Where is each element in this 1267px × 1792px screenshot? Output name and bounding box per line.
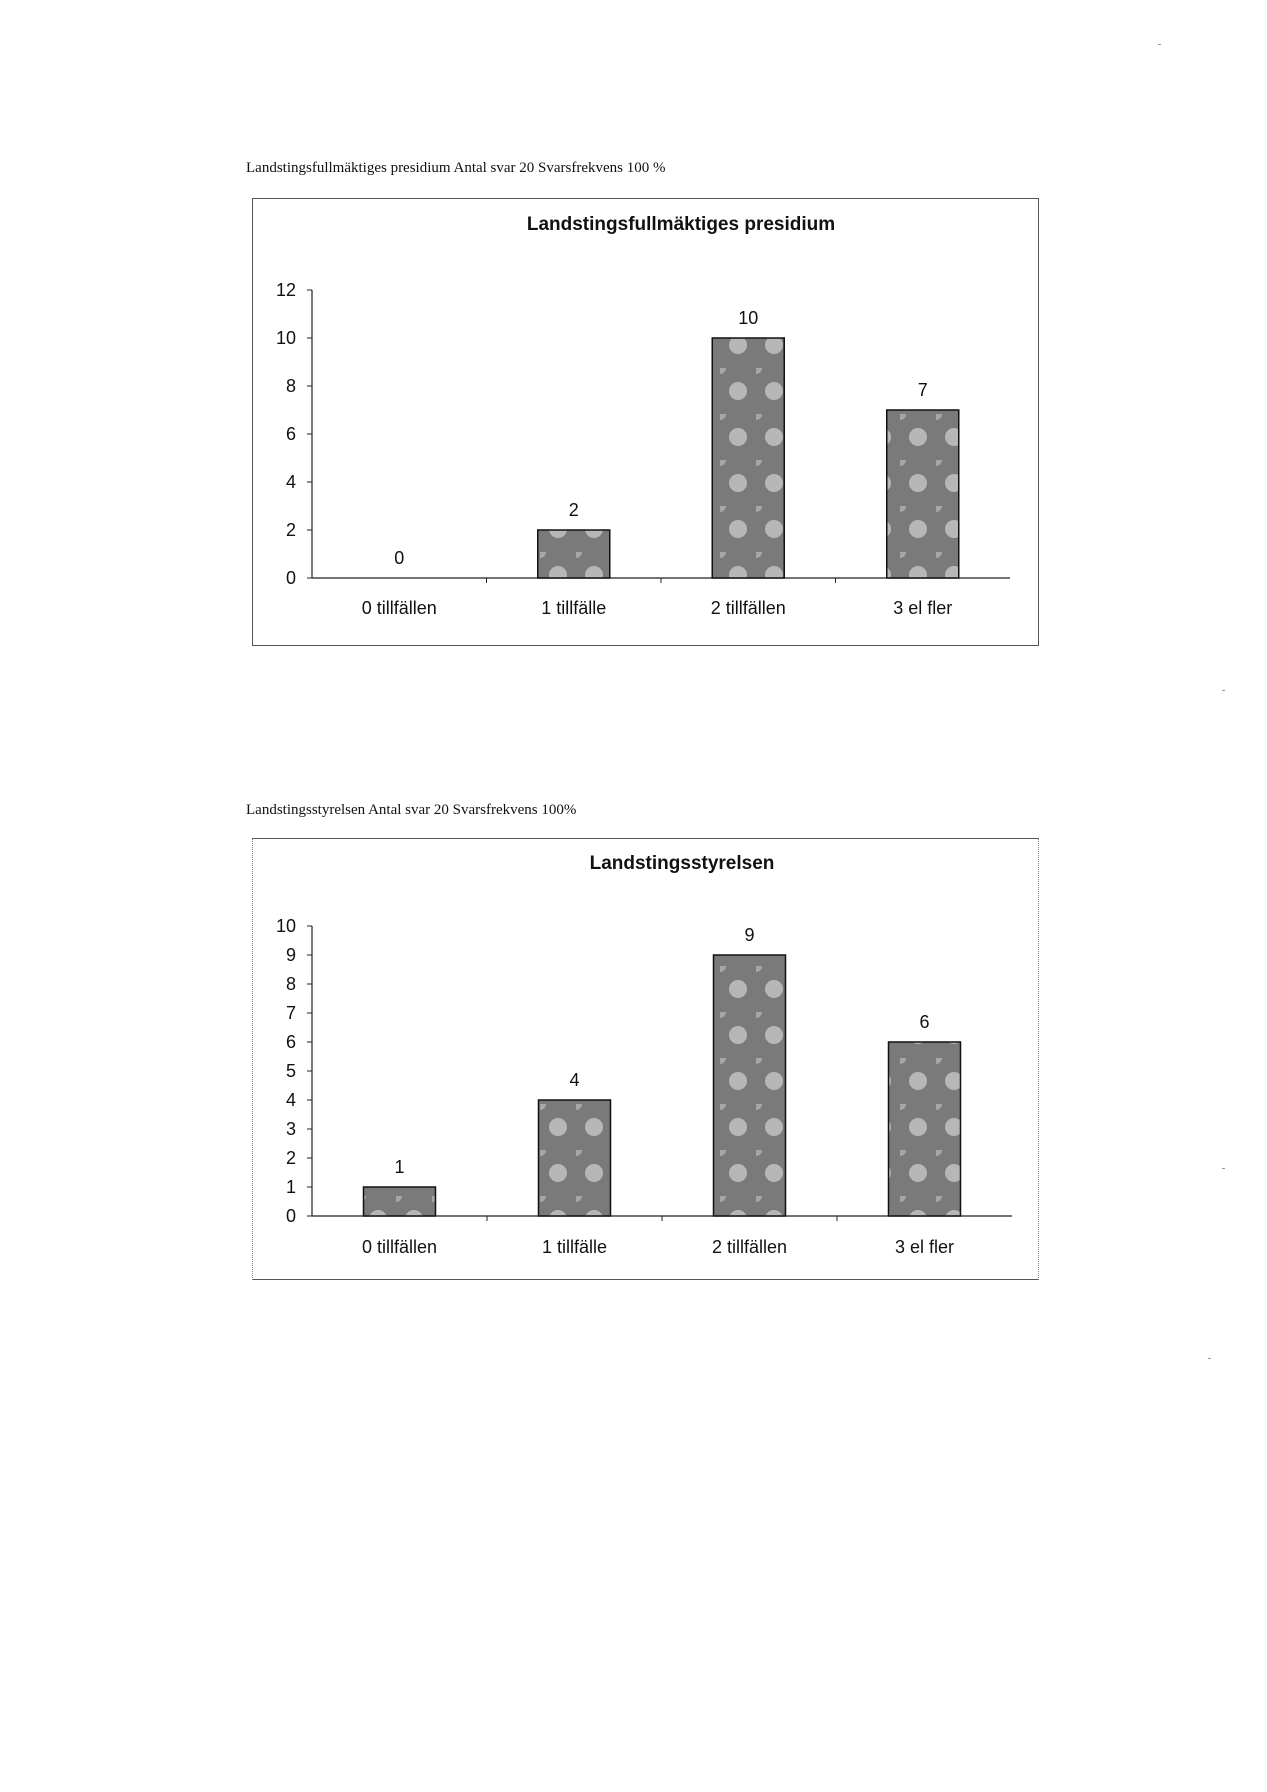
- bar-4: [889, 1042, 961, 1216]
- bar-value-label: 6: [919, 1012, 930, 1032]
- x-category-label: 2 tillfällen: [711, 1237, 788, 1257]
- y-tick-label: 8: [285, 974, 296, 994]
- x-category-label: 3 el fler: [893, 598, 953, 618]
- bar-value-label: 0: [394, 548, 405, 568]
- chart-title: Landstingsfullmäktiges presidium: [526, 214, 836, 235]
- bar-value-label: 1: [394, 1157, 405, 1177]
- bar-value-label: 2: [568, 500, 579, 520]
- scan-speck: [1222, 690, 1225, 691]
- chart-title: Landstingsstyrelsen: [589, 853, 775, 874]
- y-tick-label: 10: [275, 328, 296, 348]
- bar-value-label: 4: [569, 1070, 580, 1090]
- x-category-label: 1 tillfälle: [541, 598, 607, 618]
- bar-3: [714, 955, 786, 1216]
- y-tick-label: 0: [285, 1206, 296, 1226]
- y-tick-label: 6: [285, 1032, 296, 1052]
- bar-value-label: 7: [917, 380, 928, 400]
- y-tick-label: 12: [275, 280, 296, 300]
- bar-value-label: 9: [744, 925, 755, 945]
- x-category-label: 2 tillfällen: [710, 598, 786, 618]
- y-tick-label: 2: [285, 520, 296, 540]
- bar-2: [539, 1100, 611, 1216]
- y-tick-label: 1: [285, 1177, 296, 1197]
- scan-speck: [1222, 1168, 1225, 1169]
- x-category-label: 3 el fler: [894, 1237, 955, 1257]
- scan-speck: [1158, 44, 1161, 45]
- y-tick-label: 9: [285, 945, 296, 965]
- y-tick-label: 2: [285, 1148, 296, 1168]
- y-tick-label: 0: [285, 568, 296, 588]
- bar-value-label: 10: [738, 308, 759, 328]
- y-tick-label: 5: [285, 1061, 296, 1081]
- scan-speck: [1208, 1358, 1211, 1359]
- y-tick-label: 6: [285, 424, 296, 444]
- y-tick-label: 4: [285, 472, 296, 492]
- y-tick-label: 7: [285, 1003, 296, 1023]
- x-category-label: 0 tillfällen: [361, 598, 437, 618]
- y-tick-label: 4: [285, 1090, 296, 1110]
- x-category-label: 1 tillfälle: [541, 1237, 608, 1257]
- chart-caption-presidium: Landstingsfullmäktiges presidium Antal svar 20 Svarsfrekvens 100 %: [246, 160, 666, 176]
- y-tick-label: 8: [285, 376, 296, 396]
- x-category-label: 0 tillfällen: [361, 1237, 438, 1257]
- y-tick-label: 3: [285, 1119, 296, 1139]
- chart-caption-styrelsen: Landstingsstyrelsen Antal svar 20 Svarsfrekvens 100%: [246, 802, 577, 818]
- bar-1: [364, 1187, 436, 1216]
- y-tick-label: 10: [275, 916, 296, 936]
